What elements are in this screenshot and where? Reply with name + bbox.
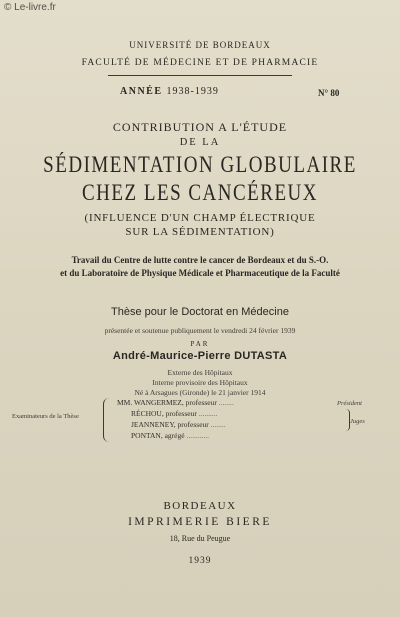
travail-line-2: et du Laboratoire de Physique Médicale et Pharmaceutique de la Faculté: [60, 268, 340, 278]
university-name: UNIVERSITÉ DE BORDEAUX: [129, 40, 271, 50]
subtitle-line-2: SUR LA SÉDIMENTATION): [125, 226, 275, 238]
juges-role: Juges: [350, 418, 365, 425]
examiner-row: [131, 431, 209, 440]
president-role: Président: [337, 400, 362, 407]
imprint-printer: IMPRIMERIE BIERE: [128, 516, 272, 528]
header-divider: [108, 75, 292, 76]
presentation-date: présentée et soutenue publiquement le vendredi 24 février 1939: [104, 326, 296, 335]
annee-value: 1938-1939: [166, 86, 219, 97]
watermark: © Le-livre.fr: [4, 2, 56, 13]
imprint-year: 1939: [188, 556, 212, 566]
examiner-row: [131, 409, 217, 418]
academic-year: [120, 86, 219, 97]
author-name: André-Maurice-Pierre DUTASTA: [112, 350, 288, 362]
de-la-line: DE LA: [179, 137, 221, 148]
main-title-line-1: SÉDIMENTATION GLOBULAIRE: [43, 152, 357, 178]
examiners-label: Examinateurs de la Thèse: [12, 413, 79, 420]
examiner-name: PONTAN, agrégé: [131, 431, 185, 440]
examiners-brace: [103, 398, 110, 442]
these-title: Thèse pour le Doctorat en Médecine: [111, 306, 289, 318]
main-title-line-2: CHEZ LES CANCÉREUX: [82, 180, 318, 206]
contribution-line: CONTRIBUTION A L'ÉTUDE: [112, 120, 288, 134]
examiner-name: RÉCHOU, professeur: [131, 409, 197, 418]
interne-line: Interne provisoire des Hôpitaux: [152, 378, 248, 387]
examiner-dots: ..........: [198, 409, 218, 418]
imprint-city: BORDEAUX: [163, 500, 237, 512]
examiner-name: JEANNENEY, professeur: [131, 420, 209, 429]
examiner-row: [117, 398, 234, 407]
birth-line: Né à Arsagues (Gironde) le 21 janvier 1914: [134, 388, 266, 397]
annee-label: ANNÉE: [120, 86, 163, 97]
examiner-dots: ............: [186, 431, 209, 440]
faculty-name: FACULTÉ DE MÉDECINE ET DE PHARMACIE: [81, 58, 319, 68]
examiner-prefix: MM.: [117, 398, 133, 407]
par-label: PAR: [190, 340, 210, 348]
imprint-address: 18, Rue du Peugue: [169, 534, 231, 543]
examiner-dots: ........: [210, 420, 226, 429]
externe-line: Externe des Hôpitaux: [167, 368, 233, 377]
travail-line-1: Travail du Centre de lutte contre le cancer de Bordeaux et du S.-O.: [71, 255, 329, 265]
subtitle-line-1: (INFLUENCE D'UN CHAMP ÉLECTRIQUE: [84, 212, 316, 224]
examiner-dots: ........: [218, 398, 234, 407]
thesis-number: N° 80: [318, 88, 340, 98]
examiner-name: WANGERMEZ, professeur: [133, 398, 217, 407]
examiner-row: [131, 420, 226, 429]
